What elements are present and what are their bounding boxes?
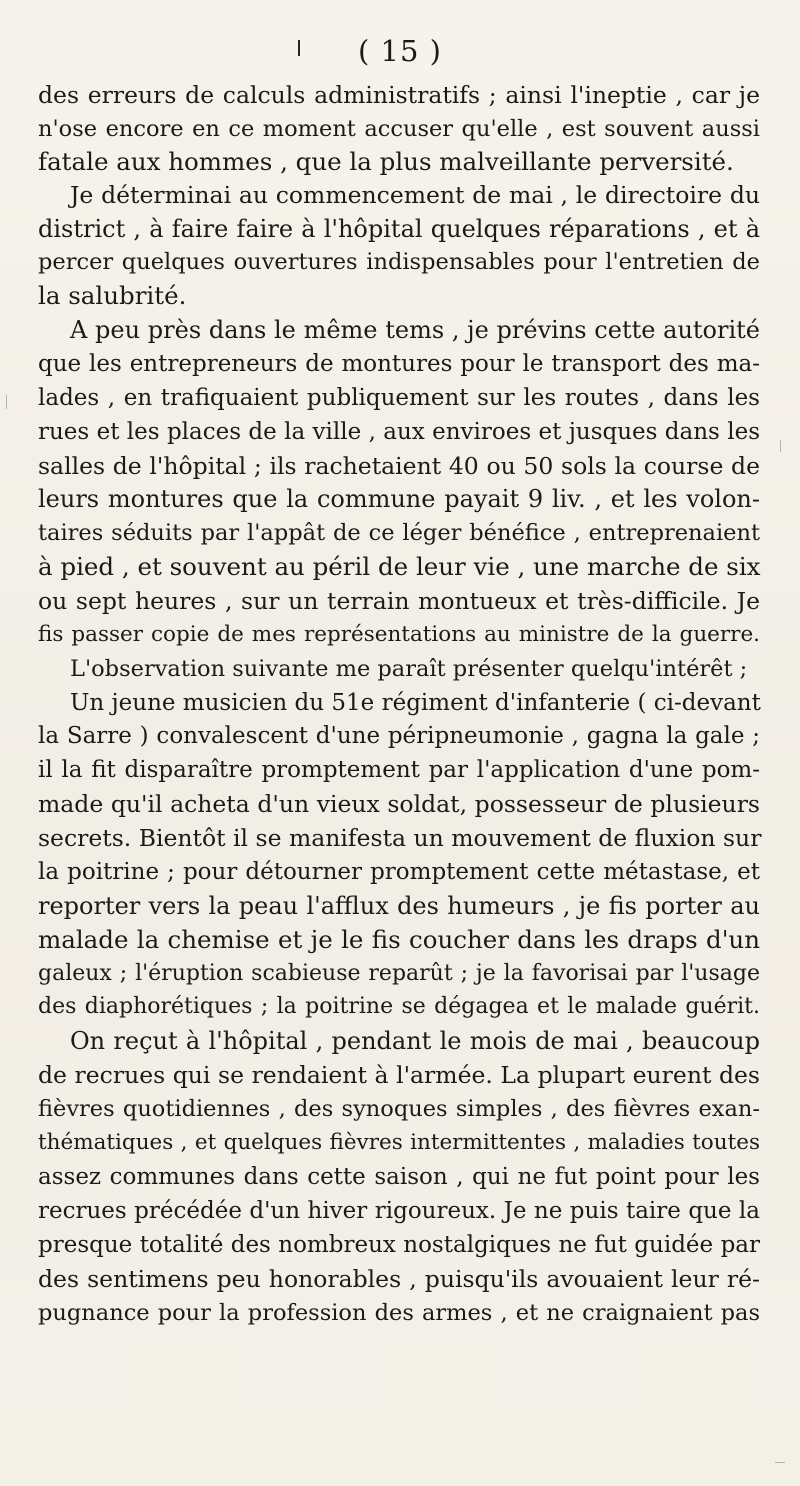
- text-line: assez communes dans cette saison , qui ne fut point pour les: [38, 1164, 760, 1190]
- text-line: la Sarre ) convalescent d'une péripneumonie , gagna la gale ;: [38, 723, 760, 749]
- paragraph-start-line: L'observation suivante me paraît présenter quelqu'intérêt ;: [70, 656, 748, 682]
- text-line: presque totalité des nombreux nostalgiques ne fut guidée par: [38, 1232, 760, 1258]
- text-line: fatale aux hommes , que la plus malveillante perversité.: [38, 147, 734, 176]
- page-number: ( 15 ): [358, 34, 442, 68]
- text-line: ou sept heures , sur un terrain montueux et très-difficile. Je: [38, 587, 760, 615]
- text-line: reporter vers la peau l'afflux des humeurs , je fis porter au: [38, 892, 760, 920]
- text-line: thématiques , et quelques fièvres intermittentes , maladies toutes: [38, 1130, 760, 1155]
- text-line: des sentimens peu honorables , puisqu'ils avouaient leur ré-: [38, 1265, 760, 1293]
- text-line: malade la chemise et je le fis coucher dans les draps d'un: [38, 925, 760, 954]
- text-line: pugnance pour la profession des armes , et ne craignaient pas: [38, 1300, 760, 1326]
- text-line: fis passer copie de mes représentations au ministre de la guerre.: [38, 622, 760, 647]
- text-line: rues et les places de la ville , aux enviroes et jusques dans les: [38, 419, 760, 445]
- stray-print-mark: [780, 440, 781, 452]
- stray-print-mark: [775, 1462, 785, 1463]
- text-line: que les entrepreneurs de montures pour le transport des ma-: [38, 351, 760, 377]
- text-line: leurs montures que la commune payait 9 liv. , et les volon-: [38, 485, 760, 513]
- text-line: salles de l'hôpital ; ils rachetaient 40 ou 50 sols la course de: [38, 452, 760, 480]
- text-line: la poitrine ; pour détourner promptement cette métastase, et: [38, 859, 760, 885]
- paragraph-start-line: On reçut à l'hôpital , pendant le mois de mai , beaucoup: [70, 1027, 760, 1055]
- text-line: secrets. Bientôt il se manifesta un mouvement de fluxion sur: [38, 824, 762, 852]
- text-line: des erreurs de calculs administratifs ; ainsi l'ineptie , car je: [38, 81, 760, 109]
- paragraph-start-line: Un jeune musicien du 51e régiment d'infanterie ( ci-devant: [70, 690, 761, 716]
- text-line: recrues précédée d'un hiver rigoureux. Je ne puis taire que la: [38, 1198, 760, 1224]
- text-line: n'ose encore en ce moment accuser qu'elle , est souvent aussi: [38, 116, 760, 142]
- paragraph-start-line: Je déterminai au commencement de mai , le directoire du: [70, 181, 760, 209]
- text-line: galeux ; l'éruption scabieuse reparût ; je la favorisai par l'usage: [38, 961, 760, 986]
- text-line: lades , en trafiquaient publiquement sur les routes , dans les: [38, 385, 760, 411]
- paragraph-start-line: A peu près dans le même tems , je prévins cette autorité: [70, 316, 760, 344]
- text-line: fièvres quotidiennes , des synoques simples , des fièvres exan-: [38, 1096, 760, 1122]
- stray-print-mark: [6, 395, 7, 409]
- text-line: des diaphorétiques ; la poitrine se dégagea et le malade guérit.: [38, 994, 760, 1019]
- text-line: taires séduits par l'appât de ce léger bénéfice , entreprenaient: [38, 520, 760, 546]
- text-line: district , à faire faire à l'hôpital quelques réparations , et à: [38, 215, 760, 243]
- text-line: made qu'il acheta d'un vieux soldat, possesseur de plusieurs: [38, 790, 760, 818]
- text-line: percer quelques ouvertures indispensables pour l'entretien de: [38, 249, 760, 275]
- text-line: à pied , et souvent au péril de leur vie , une marche de six: [38, 552, 761, 581]
- text-line: de recrues qui se rendaient à l'armée. La plupart eurent des: [38, 1061, 760, 1089]
- text-line: la salubrité.: [38, 281, 187, 310]
- text-line: il la fit disparaître promptement par l'application d'une pom-: [38, 757, 760, 783]
